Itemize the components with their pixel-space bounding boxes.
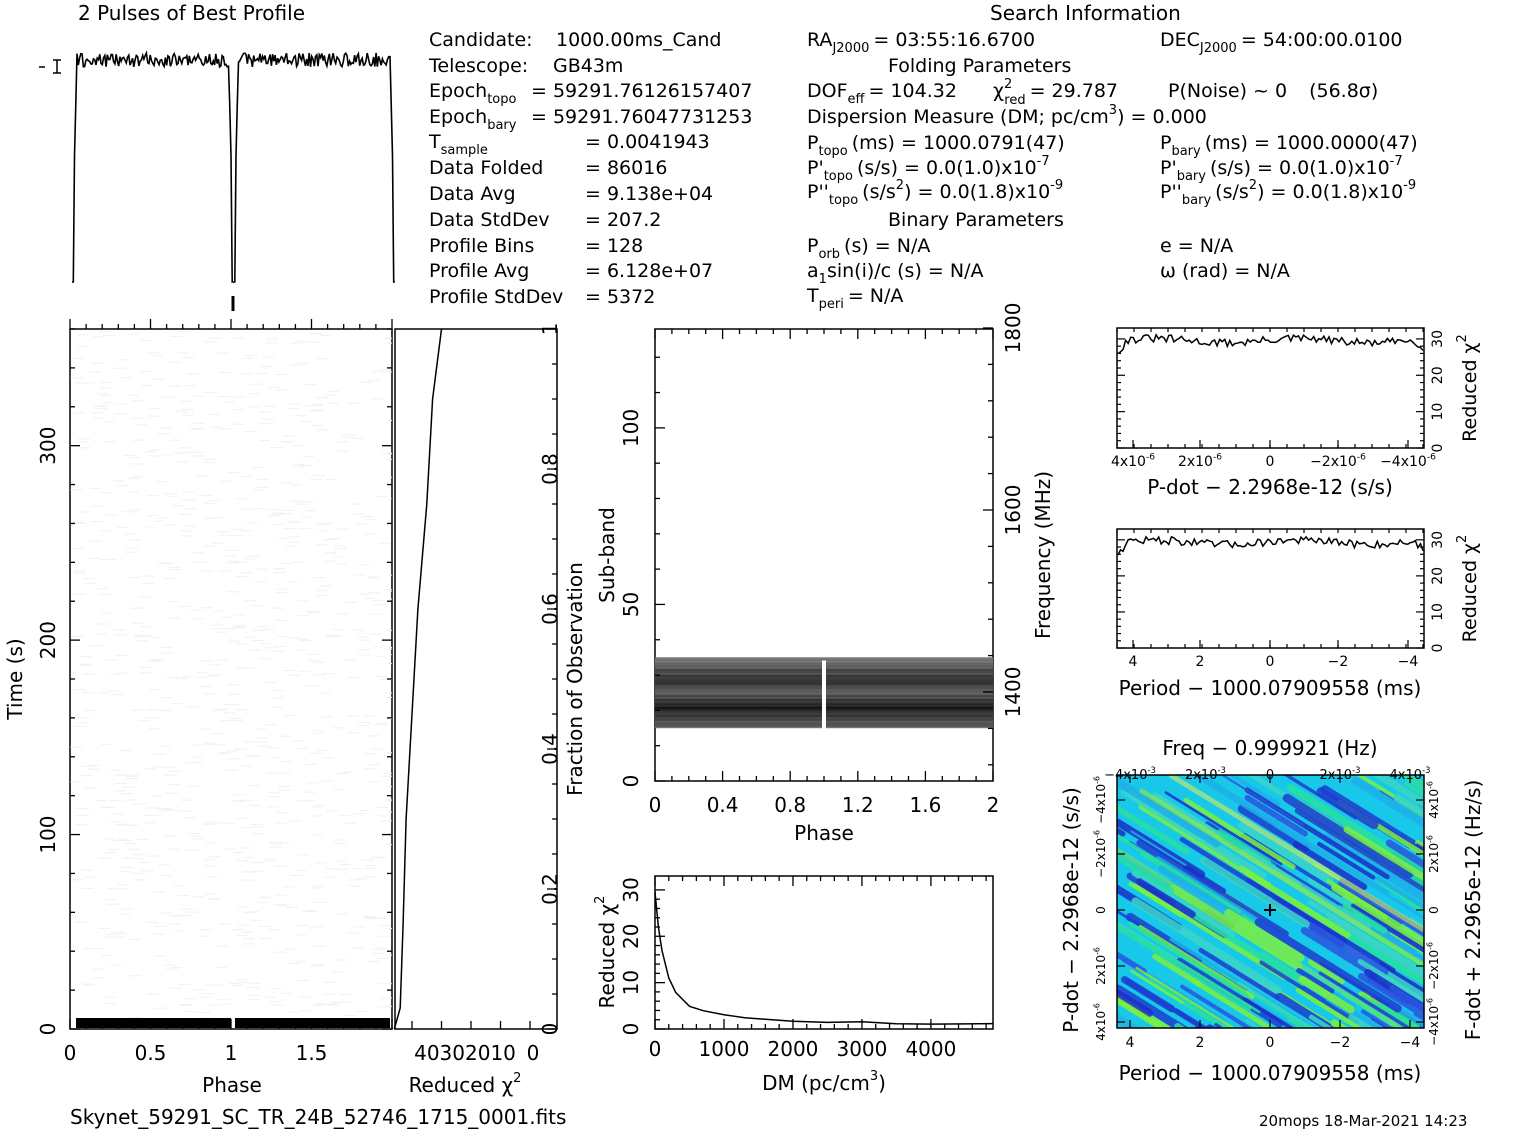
fraction-ytick: 0 [538, 1022, 562, 1036]
info-label-4: $T_{sample}$ [429, 131, 488, 158]
subband-ylabel: Sub-band [595, 507, 619, 603]
dm-chi2-frame [655, 876, 993, 1029]
info-value-7: = 207.2 [585, 209, 662, 231]
pdot_chi2-xtick: 0 [1265, 454, 1275, 470]
period_chi2-xtick: 2 [1195, 654, 1205, 670]
time-phase-xtick: 0 [63, 1041, 77, 1065]
ppdot-xlabel: Period − 1000.07909558 (ms) [1118, 1061, 1422, 1085]
a1sini-line: $a_1\sin(i)/c$ (s) = N/A [807, 260, 984, 287]
ppdot-left-tick: $-4x10^{-6}$ [1092, 776, 1108, 824]
info-label-7: Data StdDev [429, 209, 550, 231]
ppdot-left-tick: $4x10^{-6}$ [1092, 1003, 1108, 1041]
dm-ytick: 20 [619, 923, 643, 949]
fraction-ytick: 0.6 [538, 593, 562, 625]
ppdot-left-tick: $-2x10^{-6}$ [1092, 830, 1108, 878]
time-phase-xlabel: Phase [202, 1073, 262, 1097]
time-phase-ytick: 300 [36, 426, 60, 465]
subband-phase-gap [822, 660, 826, 731]
info-label-0: Candidate: [429, 29, 533, 51]
ppdot-ylabel-right: F-dot + 2.2965e-12 (Hz/s) [1461, 779, 1485, 1041]
subband-xtick: 0 [648, 793, 662, 817]
info-value-1: GB43m [553, 55, 624, 77]
fits-filename: Skynet_59291_SC_TR_24B_52746_1715_0001.fits [70, 1105, 567, 1129]
info-label-9: Profile Avg [429, 260, 530, 282]
period_chi2-xtick: 4 [1128, 654, 1138, 670]
pdot-bary-line: $P'_{bary}$ $(s/s) = 0.0(1.0)x10^{-7}$ [1160, 154, 1403, 184]
candidate-info-column [428, 29, 752, 308]
subband-xtick: 0.4 [706, 793, 739, 817]
subband-phase-plot [595, 303, 1055, 845]
fraction-chi2-line [394, 329, 441, 1029]
fraction-ytick: 0.2 [538, 873, 562, 905]
time-phase-ylabel: Time (s) [3, 638, 27, 720]
period_chi2-xtick: 0 [1265, 654, 1275, 670]
ppdot-xtick: 0 [1265, 1035, 1275, 1051]
frequency-ylabel: Frequency (MHz) [1031, 470, 1055, 640]
dm-xtick: 1000 [698, 1037, 750, 1061]
pdot_chi2-xlabel: P-dot − 2.2968e-12 (s/s) [1147, 475, 1393, 499]
p-topo-line: $P_{topo}$ (ms) = 1000.0791(47) [807, 132, 1065, 159]
period_chi2-xlabel: Period − 1000.07909558 (ms) [1118, 676, 1422, 700]
p-bary-line: $P_{bary}$ (ms) = 1000.0000(47) [1160, 132, 1418, 159]
info-label-3: Epoch$_{bary}$ [429, 106, 517, 133]
ppdot-right-tick: $2x10^{-6}$ [1425, 835, 1441, 873]
info-value-8: = 128 [585, 235, 644, 257]
porb-line: $P_{orb}$ (s) = N/A [807, 235, 931, 262]
ecc-line: e = N/A [1160, 235, 1234, 257]
info-value-6: = 9.138e+04 [585, 183, 714, 205]
dm-ytick: 0 [619, 1022, 643, 1036]
pddot-topo-line: $P''_{topo}$ $(s/s^2) = 0.0(1.8)x10^{-9}$ [807, 178, 1064, 208]
ppdot-top-tick: $4x10^{-3}$ [1389, 765, 1431, 783]
info-label-6: Data Avg [429, 183, 516, 205]
frequency-ytick: 1400 [1001, 666, 1025, 718]
period_chi2-ytick: 10 [1430, 603, 1446, 621]
pdot-chi2-frame [1117, 328, 1424, 448]
tperi-line: $T_{peri} = N/A$ [807, 285, 904, 312]
ppdot-top-tick: 0 [1265, 768, 1275, 783]
period_chi2-ytick: 30 [1430, 530, 1446, 549]
info-label-1: Telescope: [429, 55, 529, 77]
dm-xtick: 2000 [767, 1037, 819, 1061]
time-phase-ytick: 100 [36, 815, 60, 854]
pdot-chi2-line [1118, 335, 1423, 354]
ppdot-right-tick: $-2x10^{-6}$ [1425, 942, 1441, 990]
subband-xlabel: Phase [794, 821, 854, 845]
pdot-topo-line: $P'_{topo}$ $(s/s) = 0.0(1.0)x10^{-7}$ [807, 154, 1050, 184]
dm-xtick: 0 [648, 1037, 662, 1061]
pdot_chi2-ytick: 10 [1430, 402, 1446, 421]
frequency-ytick: 1600 [1001, 484, 1025, 536]
info-value-9: = 6.128e+07 [585, 260, 714, 282]
subband-ytick: 50 [619, 591, 643, 618]
folding-title: Folding Parameters [888, 55, 1072, 77]
ppdot-xtick: 4 [1125, 1035, 1135, 1051]
subband-xtick: 2 [986, 793, 1000, 817]
time-phase-xtick: 1 [224, 1041, 238, 1065]
fraction-ytick: 0.4 [538, 733, 562, 765]
ppdot-ylabel: P-dot − 2.2968e-12 (s/s) [1059, 787, 1083, 1033]
ppdot-top-tick: $2x10^{-3}$ [1319, 765, 1361, 783]
dm-ylabel: Reduced $\chi^2$ [593, 895, 619, 1009]
ppdot-title: Freq − 0.999921 (Hz) [1162, 736, 1378, 760]
info-value-3: = 59291.76047731253 [531, 106, 753, 128]
info-value-4: = 0.0041943 [585, 131, 710, 153]
fraction-xtick-zero: 0 [526, 1041, 540, 1065]
ppdot-xtick: −4 [1399, 1035, 1421, 1051]
best-profile-title: 2 Pulses of Best Profile [78, 1, 305, 25]
chi2-line: $\chi^2$ red = 29.787 [993, 77, 1119, 108]
pdot_chi2-xtick: $-4x10^{-6}$ [1380, 452, 1436, 470]
dm-chi2-line [655, 892, 993, 1024]
period-chi2-line [1118, 537, 1423, 555]
profile-plot [39, 53, 395, 311]
ppdot-xtick: 2 [1195, 1035, 1205, 1051]
period_chi2-ytick: 0 [1430, 643, 1446, 653]
pdot_chi2-ylabel: Reduced $\chi^2$ [1455, 334, 1481, 442]
time-phase-ytick: 200 [36, 621, 60, 660]
ppdot-plane-plot [1059, 736, 1517, 1132]
info-value-10: = 5372 [585, 286, 656, 308]
subband-xtick: 1.2 [841, 793, 874, 817]
info-label-5: Data Folded [429, 157, 544, 179]
dm-xtick: 3000 [836, 1037, 888, 1061]
pnoise-line: P(Noise) ~ 0 (56.8σ) [1168, 80, 1379, 102]
ppdot-left-tick: 0 [1094, 906, 1108, 914]
ppdot-right-tick: 0 [1427, 906, 1441, 914]
time-phase-plot [3, 319, 404, 1097]
dm-ytick: 10 [619, 969, 643, 996]
fraction-ytick: 1 [538, 322, 562, 336]
pdot_chi2-xtick: $4x10^{-6}$ [1110, 452, 1156, 470]
dec-line: $DEC_{J2000}$ = 54:00:00.0100 [1160, 29, 1403, 56]
pddot-bary-line: $P''_{bary}$ $(s/s^2) = 0.0(1.8)x10^{-9}$ [1160, 178, 1417, 208]
period_chi2-xtick: −2 [1327, 654, 1349, 670]
period_chi2-xtick: −4 [1397, 654, 1419, 670]
fraction-chi2-plot [394, 323, 587, 1097]
subband-ytick: 0 [619, 774, 643, 788]
fraction-ylabel: Fraction of Observation [563, 562, 587, 796]
info-label-8: Profile Bins [429, 235, 535, 257]
info-value-2: = 59291.76126157407 [531, 80, 753, 102]
pdot_chi2-xtick: $-2x10^{-6}$ [1310, 452, 1366, 470]
subband-xtick: 0.8 [774, 793, 807, 817]
ppdot-top-tick: $-2x10^{-3}$ [1174, 765, 1226, 783]
dm-line: Dispersion Measure (DM; $pc/cm^3) = 0.000$ [807, 103, 1207, 128]
pdot_chi2-ytick: 20 [1430, 366, 1446, 385]
period-chi2-frame [1117, 529, 1424, 648]
binary-title: Binary Parameters [888, 209, 1064, 231]
pdot_chi2-ytick: 0 [1430, 443, 1446, 453]
pdot-chi2-plot [1111, 328, 1481, 499]
frequency-ytick: 1800 [1001, 302, 1025, 354]
dm-chi2-plot [593, 876, 993, 1095]
fraction-chi2-frame [395, 329, 557, 1029]
profile-line [72, 53, 395, 282]
omega-line: ω (rad) = N/A [1160, 260, 1290, 282]
period_chi2-ylabel: Reduced $\chi^2$ [1455, 534, 1481, 643]
time-phase-ytick: 0 [36, 1022, 60, 1036]
info-label-2: Epoch$_{topo}$ [429, 80, 517, 107]
dm-ytick: 30 [619, 877, 643, 903]
period_chi2-ytick: 20 [1430, 566, 1446, 585]
pdot_chi2-ytick: 30 [1430, 329, 1446, 348]
ra-line: $RA_{J2000}$ = 03:55:16.6700 [807, 29, 1036, 56]
info-label-10: Profile StdDev [429, 286, 564, 308]
dm-xtick: 4000 [905, 1037, 957, 1061]
ppdot-right-tick: $-4x10^{-6}$ [1425, 998, 1441, 1046]
ppdot-top-tick: $-4x10^{-3}$ [1104, 765, 1156, 783]
fraction-xticks: 40302010 [414, 1041, 516, 1065]
info-value-5: = 86016 [585, 157, 668, 179]
ppdot-xtick: −2 [1329, 1035, 1351, 1051]
time-phase-xtick: 0.5 [134, 1041, 167, 1065]
time-phase-xtick: 1.5 [295, 1041, 328, 1065]
ppdot-right-tick: $4x10^{-6}$ [1425, 781, 1441, 819]
pdot_chi2-xtick: $2x10^{-6}$ [1177, 452, 1223, 470]
fraction-ytick: 0.8 [538, 453, 562, 485]
timestamp: 20mops 18-Mar-2021 14:23 [1259, 1112, 1468, 1130]
subband-xtick: 1.6 [909, 793, 942, 817]
subband-ytick: 100 [619, 408, 643, 447]
info-value-0: 1000.00ms_Cand [556, 29, 722, 51]
dm-xlabel: DM $(pc/cm^3)$ [762, 1069, 886, 1095]
ppdot-left-tick: $2x10^{-6}$ [1092, 947, 1108, 985]
fraction-xlabel: Reduced $\chi^2$ [408, 1071, 522, 1097]
dof-line: $DOF_{eff} = 104.32$ [807, 80, 957, 107]
period-chi2-plot [1117, 529, 1481, 700]
search-info-title: Search Information [990, 1, 1181, 25]
